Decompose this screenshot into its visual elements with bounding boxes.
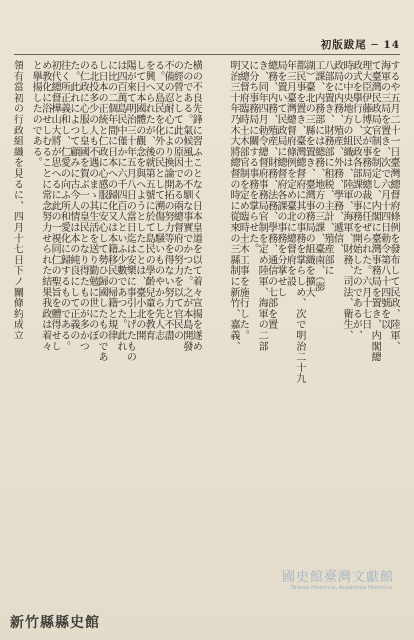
library-stamp: 新竹縣縣史館	[10, 615, 100, 631]
text-column: 不備の忍耐心により換論開拓の努力等を得ない努力と不盡	[162, 60, 174, 341]
text-column: 湖）臺北の三縣を置き、臺灣事務局の組織を擴大	[303, 60, 315, 298]
text-column: 海軍の三局を置き、次で六月十四日勅令第八十四號を以	[378, 60, 390, 330]
text-column: 陽が來て明治三十年五月八日の當日迄は安樂に事引上げたもの	[124, 60, 136, 363]
text-column: し日本の正統と仁政に心感服に安心して勢ひ歸國したものであ	[96, 60, 108, 363]
body-text	[11, 60, 400, 600]
text-column: は四百萬島民中僅かに六千四百人といふ少數であつた。此れ	[114, 60, 126, 352]
text-column: たのである。氣候風土の不馴な事實でかつた。之が本島開發	[180, 60, 192, 352]
header-rule	[14, 54, 400, 55]
text-column: 局を置いて民政局に總督府各課の事務を分掌せし	[275, 60, 287, 298]
text-column: を興へられたが、後就第五號に於て島民の學齡兒童を教育	[143, 60, 155, 341]
text-column: 理大臣伊藤博文が事務局總裁に任ぜられた。六月十七日	[359, 60, 371, 330]
text-column: 都民事を置き、臺灣總督府に其の事務を掌らしめ、次で明治二十九	[293, 60, 305, 384]
text-column: 八部を置き、財務部に租税、主計、殖産部に	[322, 60, 334, 276]
page-header	[14, 37, 400, 49]
text-column: 横の不良先鋒に習ふことなく日本皇道を以て着々宣揚を遂め	[190, 60, 202, 352]
text-column: に分ち事務局に關する事務を掌らせた。	[246, 60, 258, 255]
text-column: 又總督府臨時土木部官制を定め臨時土木工事を施行した。	[237, 60, 249, 341]
text-column: る。又島民を化外の民として溯傷し騒いものやから先人志	[152, 60, 164, 341]
text-column: するや五月二十一日臺灣總督府條例を發布して民政、陸軍、	[388, 60, 399, 352]
text-column: 政局に内務、殖産、外務、學務、遞信、	[331, 60, 343, 255]
text-column: 年三月臺灣總督府條例を定め臺北に總督府を設	[284, 60, 296, 287]
text-column: 工課、内務部には總務、地方の三課、臺南、（澎	[312, 60, 324, 293]
text-column: 初代總督樺山大將が思へるに此の一視同仁の聖旨を體得せし	[49, 60, 61, 352]
text-column: た。此れによつて顧みに古今人情は本の純良にして正義の	[67, 60, 79, 341]
text-column: 往く所正義和し、仁愛の向ふ所和愛化に歸するものである。	[58, 60, 70, 352]
text-column: して日本國體の觀念を與へようとしたことは、臺小北の開	[133, 60, 145, 341]
text-column: 總務、内務、殖産、財務、法務、學務、通信の七部を置	[265, 60, 277, 330]
running-title: 初版跋尾 ─ 14	[320, 39, 400, 51]
text-column: に比の二個年間に日本への歸化又は本籍移民の帰籍と規律	[105, 60, 117, 341]
text-column: 時の中央地方の組織は、陸軍、海軍、財務、司法、衛生、	[340, 60, 352, 341]
text-column: る北投多少の人も不遇のまゝ其生活を送り勤勉に世にのぼ	[86, 60, 98, 341]
text-column: て臺灣民政局官制を制定し、内閣に臺灣事務局を置き、内閣總	[369, 60, 381, 363]
text-column: の經營として此の原因である兩總督府の努力を以て官民の	[171, 60, 183, 341]
text-column: め教化に浴せしむることに常念努力せられた結果我政は着々	[39, 60, 51, 352]
watermark-subtitle: Taiwan Historica, Academia Historica	[290, 585, 392, 591]
text-column: 政式を擧行し、民政各部課の事務を開始したのであるが、	[350, 60, 362, 341]
watermark-logo: 國史館臺灣文獻館	[281, 570, 394, 585]
text-column: と擧揚したのである。	[30, 60, 42, 168]
text-column: 領有當初の行政組織を見るに、四月十七日下ノ關條約成立	[11, 60, 23, 341]
text-column: き、同年四月勅令總督府事務局官制を定め陸軍、海軍の二部	[256, 60, 268, 352]
text-column: 明治三十年乃木大將總督の時に從來の三縣制に新竹、嘉義、	[227, 60, 239, 352]
text-column: の仁政に心服し皇國を賀ぶ一の皇民となり得たものが多かつ	[77, 60, 89, 352]
